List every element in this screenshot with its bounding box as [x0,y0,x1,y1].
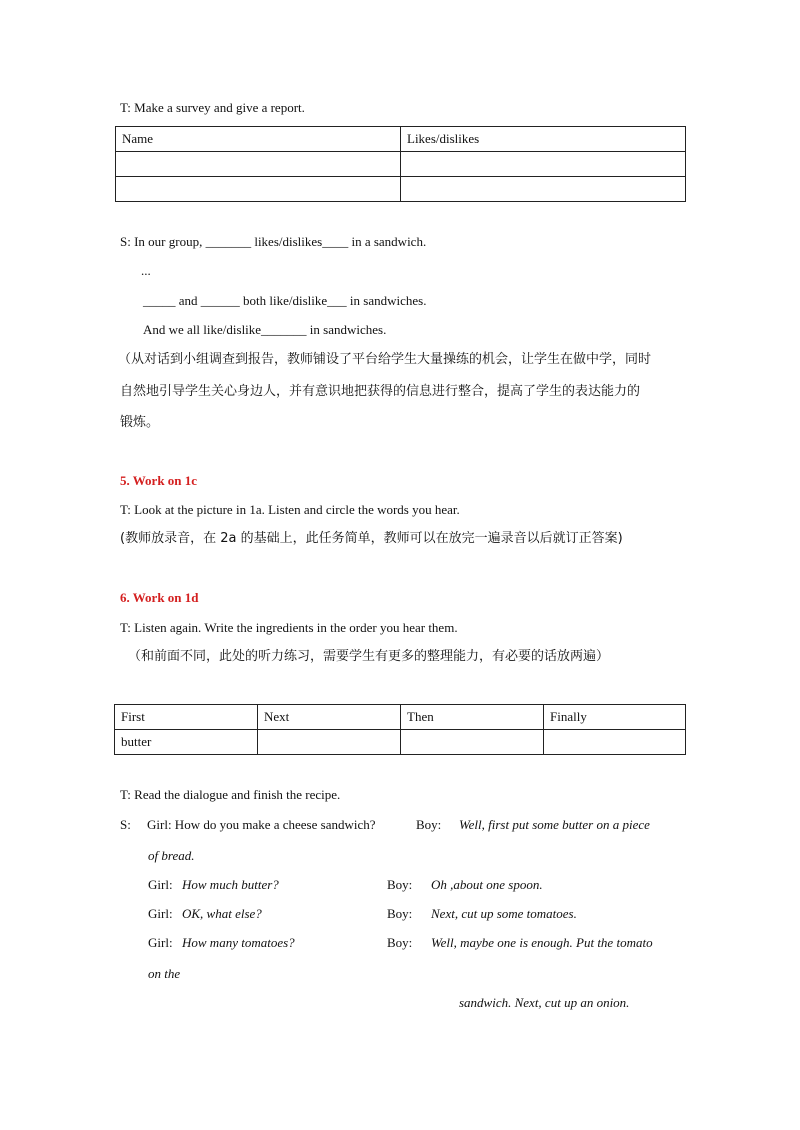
table-row [115,730,686,755]
report-note-line-3: 锻炼。 [120,415,160,430]
table-cell: butter [115,730,258,755]
report-line-3: _____ and ______ both like/dislike___ in sandwiches. [143,293,427,308]
table-cell [258,730,401,755]
table-header-cell: First [115,705,258,730]
section-5-heading: 5. Work on 1c [120,473,198,488]
table-cell [401,152,686,177]
report-line-2: ... [141,263,151,278]
table-row [116,177,686,202]
section-5-note: (教师放录音，在 2a 的基础上，此任务简单，教师可以在放完一遍录音以后就订正答案) [120,531,623,546]
dialogue-s-label: S: [120,817,131,832]
survey-table [115,126,686,202]
table-header-cell: Then [401,705,544,730]
dialogue-boy-label: Boy: [387,906,413,921]
dialogue-boy-label: Boy: [387,877,413,892]
table-cell [401,177,686,202]
section-5-instruction: T: Look at the picture in 1a. Listen and circle the words you hear. [120,502,460,517]
dialogue-girl-line-3: OK, what else? [182,906,262,921]
table-cell [116,152,401,177]
dialogue-girl-line-4: How many tomatoes? [182,935,295,950]
dialogue-girl-label: Girl: [148,877,173,892]
section-6-instruction: T: Listen again. Write the ingredients in the order you hear them. [120,620,458,635]
dialogue-instruction: T: Read the dialogue and finish the recipe. [120,787,341,802]
table-header-cell: Finally [544,705,686,730]
report-note-line-2: 自然地引导学生关心身边人，并有意识地把获得的信息进行整合，提高了学生的表达能力的 [120,384,641,399]
dialogue-boy-line-4-cont: on the [148,966,181,981]
report-line-4: And we all like/dislike_______ in sandwiches. [143,322,387,337]
dialogue-boy-line-1: Well, first put some butter on a piece [459,817,650,832]
report-line-1: S: In our group, _______ likes/dislikes____ in a sandwich. [120,234,427,249]
dialogue-boy-line-3: Next, cut up some tomatoes. [431,906,577,921]
dialogue-girl-line-1: Girl: How do you make a cheese sandwich? [147,817,376,832]
table-row [116,152,686,177]
table-header-cell: Likes/dislikes [401,127,686,152]
dialogue-boy-label: Boy: [387,935,413,950]
dialogue-boy-line-2: Oh ,about one spoon. [431,877,543,892]
table-header-cell: Next [258,705,401,730]
dialogue-girl-line-2: How much butter? [182,877,279,892]
dialogue-boy-line-4: Well, maybe one is enough. Put the tomato [431,935,653,950]
table-cell [544,730,686,755]
report-note-line-1: （从对话到小组调查到报告，教师铺设了平台给学生大量操练的机会，让学生在做中学，同时 [118,352,652,367]
ingredients-order-table [114,704,686,755]
dialogue-boy-label: Boy: [416,817,442,832]
table-header-cell: Name [116,127,401,152]
table-cell [401,730,544,755]
table-header-row [116,127,686,152]
dialogue-girl-label: Girl: [148,935,173,950]
dialogue-girl-label: Girl: [148,906,173,921]
table-header-row [115,705,686,730]
section-6-note: （和前面不同，此处的听力练习，需要学生有更多的整理能力，有必要的话放两遍） [128,649,610,664]
dialogue-boy-line-1-cont: of bread. [148,848,195,863]
dialogue-boy-line-4-cont-2: sandwich. Next, cut up an onion. [459,995,630,1010]
survey-instruction: T: Make a survey and give a report. [120,100,305,115]
table-cell [116,177,401,202]
section-6-heading: 6. Work on 1d [120,590,199,605]
